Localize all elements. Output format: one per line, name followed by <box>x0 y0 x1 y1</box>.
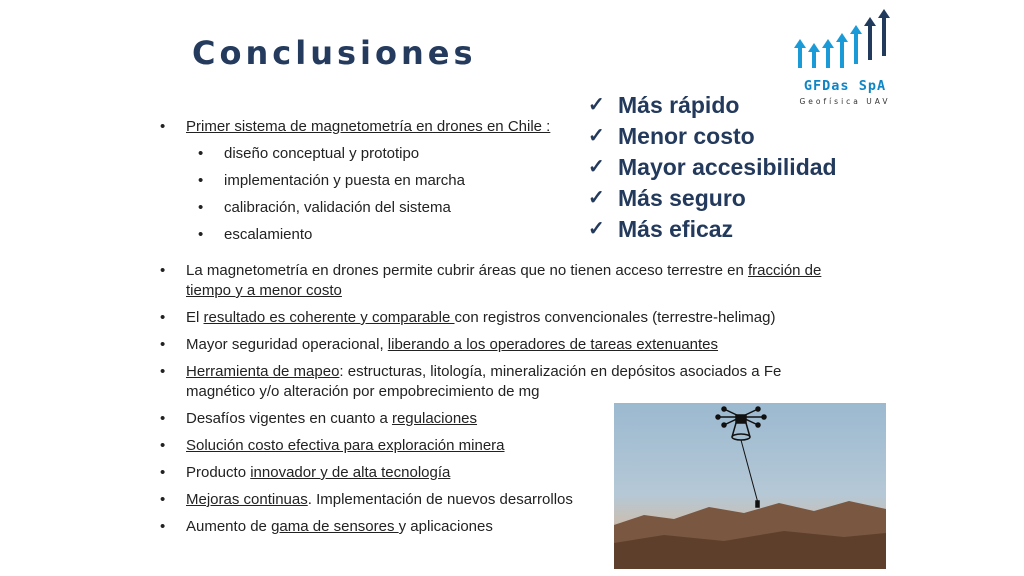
sub-bullet-item: • implementación y puesta en marcha <box>224 171 465 198</box>
benefit-item: ✓ Mayor accesibilidad <box>588 152 837 183</box>
benefit-item: ✓ Más rápido <box>588 90 837 121</box>
bullet-item: • La magnetometría en drones permite cubrir áreas que no tienen acceso terrestre en fracción de tiempo y a menor costo <box>186 261 836 301</box>
bullet-item: • Primer sistema de magnetometría en drones en Chile : <box>186 117 550 144</box>
slide-title: Conclusiones <box>192 34 477 72</box>
logo-subtitle: Geofísica UAV <box>799 97 891 106</box>
bullet-item: • El resultado es coherente y comparable con registros convencionales (terrestre-helimag) <box>186 308 836 328</box>
benefit-item: ✓ Más eficaz <box>588 214 837 245</box>
check-icon: ✓ <box>588 125 605 147</box>
logo-name: GFDas SpA <box>803 78 887 94</box>
bullet-item: • Aumento de gama de sensores y aplicaciones <box>186 517 836 537</box>
check-icon: ✓ <box>588 156 605 178</box>
drone-scene-icon <box>614 403 886 569</box>
bullet-item: • Herramienta de mapeo: estructuras, litología, mineralización en depósitos asociados a Fe magnético y/o alteración por empobrecimiento de mg <box>186 362 836 402</box>
intro-bullet-list <box>186 117 550 144</box>
check-icon: ✓ <box>588 187 605 209</box>
benefits-list <box>588 90 837 245</box>
sub-bullet-item: • escalamiento <box>224 225 465 252</box>
bullet-item: • Producto innovador y de alta tecnología <box>186 463 836 483</box>
benefit-item: ✓ Más seguro <box>588 183 837 214</box>
sub-bullet-list <box>224 144 465 252</box>
check-icon: ✓ <box>588 94 605 116</box>
bullet-item: • Desafíos vigentes en cuanto a regulaciones <box>186 409 836 429</box>
bullet-item: • Solución costo efectiva para exploración minera <box>186 436 836 456</box>
benefit-item: ✓ Menor costo <box>588 121 837 152</box>
sub-bullet-item: • calibración, validación del sistema <box>224 198 465 225</box>
bullet-item: • Mejoras continuas. Implementación de nuevos desarrollos <box>186 490 836 510</box>
bullet-item: • Mayor seguridad operacional, liberando a los operadores de tareas extenuantes <box>186 335 836 355</box>
check-icon: ✓ <box>588 218 605 240</box>
sub-bullet-item: • diseño conceptual y prototipo <box>224 144 465 171</box>
drone-photo <box>614 403 886 569</box>
